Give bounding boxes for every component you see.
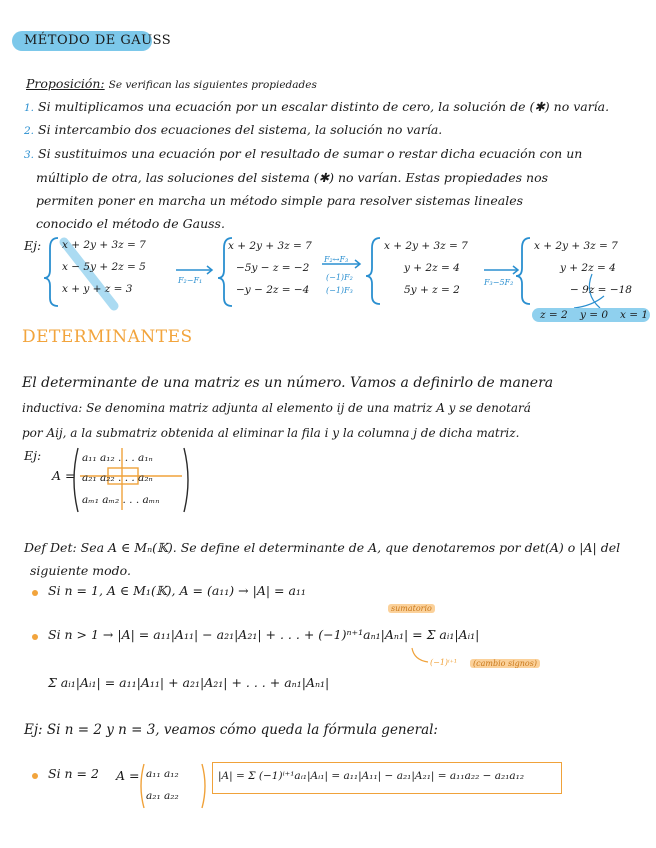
example-label: Ej:: [24, 238, 42, 253]
section-heading: DETERMINANTES: [22, 327, 193, 347]
case-n2-label: Si n = 2: [48, 766, 99, 781]
solution-y: y = 0: [580, 309, 609, 321]
bullet-dot: [32, 773, 38, 779]
intro-line: El determinante de una matriz es un número. Vamos a definirlo de manera: [22, 375, 554, 391]
matrix-row: a₂₁ a₂₂: [146, 790, 179, 802]
bullet-dot: [32, 590, 38, 596]
n2-formula: |A| = Σ (−1)ⁱ⁺¹aᵢ₁|Aᵢ₁| = a₁₁|A₁₁| − a₂₁|A₂₁| = a₁₁a₂₂ − a₂₁a₁₂: [218, 770, 525, 782]
equation: x + 2y + 3z = 7: [62, 239, 146, 251]
page-title: MÉTODO DE GAUSS: [24, 33, 172, 48]
proposition-text: Se verifican las siguientes propiedades: [108, 79, 317, 91]
list-item: [24, 99, 609, 114]
case-n1: Si n = 1, A ∈ M₁(𝕂), A = (a₁₁) → |A| = a₁₁: [48, 583, 306, 598]
sign-note: (−1)ⁱ⁺¹: [430, 658, 458, 667]
list-item: [24, 122, 442, 137]
equation: y + 2z = 4: [560, 262, 616, 274]
equation: − 9z = −18: [570, 284, 632, 296]
item-text-line: permiten poner en marcha un método simple para resolver sistemas lineales: [36, 193, 524, 208]
sumatorio-note: [388, 604, 435, 613]
equation: x + 2y + 3z = 7: [384, 240, 468, 252]
proposition: [26, 76, 317, 91]
sumatorio-label: sumatorio: [388, 604, 435, 613]
example2-intro: Ej: Si n = 2 y n = 3, veamos cómo queda la fórmula general:: [24, 722, 438, 738]
item-number: 3.: [24, 149, 35, 161]
matrix-row: a₂₁ a₂₂ . . . a₂ₙ: [82, 472, 153, 484]
equation: −5y − z = −2: [236, 262, 310, 274]
item-number: 1.: [24, 102, 35, 114]
list-item: [24, 146, 582, 161]
item-text-line: conocido el método de Gauss.: [36, 216, 225, 231]
definition-text: Sea A ∈ Mₙ(𝕂). Se define el determinante de A, que denotaremos por det(A) o |A| del: [80, 540, 621, 555]
sum-expansion-text: Σ aᵢ₁|Aᵢ₁| = a₁₁|A₁₁| + a₂₁|A₂₁| + . . . + aₙ₁|Aₙ₁|: [48, 675, 330, 690]
intro-line: por Aij, a la submatriz obtenida al eliminar la fila i y la columna j de dicha matriz.: [22, 426, 520, 440]
equation: 5y + z = 2: [404, 284, 460, 296]
sign-note-label: [470, 659, 540, 668]
definition-label: Def Det:: [24, 540, 77, 555]
case-n2-matrix-label: A =: [116, 768, 140, 783]
matrix-row: a₁₁ a₁₂: [146, 768, 179, 780]
definition: [24, 540, 620, 555]
example-label: Ej:: [24, 448, 42, 463]
sum-expansion: [48, 675, 329, 690]
equation: x − 5y + 2z = 5: [62, 261, 146, 273]
equation: −y − 2z = −4: [236, 284, 310, 296]
equation: y + 2z = 4: [404, 262, 460, 274]
equation: x + y + z = 3: [62, 283, 133, 295]
item-text: Si multiplicamos una ecuación por un escalar distinto de cero, la solución de (✱) no varía.: [38, 99, 610, 114]
equation: x + 2y + 3z = 7: [534, 240, 618, 252]
item-text-line: múltiplo de otra, las soluciones del sistema (✱) no varían. Estas propiedades nos: [36, 170, 549, 185]
matrix-row: aₘ₁ aₘ₂ . . . aₘₙ: [82, 494, 160, 506]
item-text: Si sustituimos una ecuación por el resultado de sumar o restar dicha ecuación con un: [38, 146, 583, 161]
row-operation: F₃−5F₂: [484, 278, 514, 287]
row-operation: (−1)F₃: [326, 286, 353, 295]
row-operation: F₂↔F₃: [324, 255, 349, 264]
item-number: 2.: [24, 125, 35, 137]
definition-text-line: siguiente modo.: [30, 563, 131, 578]
row-operation: (−1)F₂: [326, 273, 353, 282]
matrix-row: a₁₁ a₁₂ . . . a₁ₙ: [82, 452, 153, 464]
matrix-label: A =: [52, 468, 76, 483]
intro-line: inductiva: Se denomina matriz adjunta al elemento ij de una matriz A y se denotará: [22, 401, 531, 415]
item-text: Si intercambio dos ecuaciones del sistema, la solución no varía.: [38, 122, 443, 137]
solution-z: z = 2: [540, 309, 568, 321]
cambio-signos-label: (cambio signos): [470, 659, 540, 668]
equation: x + 2y + 3z = 7: [228, 240, 312, 252]
case-n-greater-1: Si n > 1 → |A| = a₁₁|A₁₁| − a₂₁|A₂₁| + . . . + (−1)ⁿ⁺¹aₙ₁|Aₙ₁| = Σ aᵢ₁|Aᵢ₁|: [48, 627, 480, 642]
proposition-label: Proposición:: [26, 76, 105, 91]
row-operation: F₂−F₁: [178, 276, 203, 285]
solution-x: x = 1: [620, 309, 649, 321]
bullet-dot: [32, 634, 38, 640]
